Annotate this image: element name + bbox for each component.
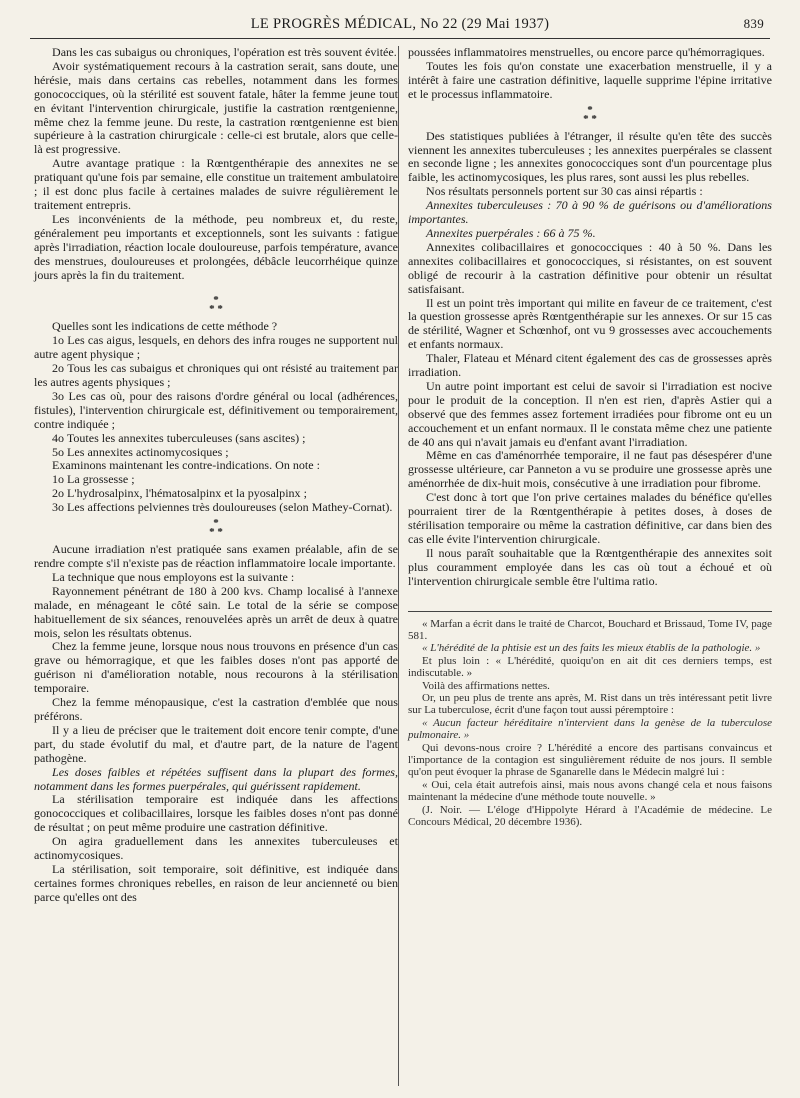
paragraph: Un autre point important est celui de savoir si l'irradiation est nocive pour le produit de la conception. Il n'en est rien, d'après Astier qui a observé que des femmes assez fortement irradiées pour fibrome ont eu un accouchement et un enfant normaux. Il le constata même chez une patiente de 40 ans qui n'avait jamais eu d'enfant avant l'irradiation. <box>408 378 772 449</box>
note-paragraph: « Oui, cela était autrefois ainsi, mais nous avons changé cela et nous faisons maintenant la médecine d'une méthode toute nouvelle. » <box>408 778 772 804</box>
paragraph: Il est un point très important qui milite en faveur de ce traitement, c'est la question grossesse après Rœntgenthérapie sur les annexes. Or sur 15 cas de stérilité, Wagner et Schœnhof, ont vu 9 grossesses avec accouchements et enfants normaux. <box>408 295 772 352</box>
result-item: Annexites puerpérales : 66 à 75 %. <box>426 225 596 240</box>
contraindication-item: 3o Les affections pelviennes très douloureuses (selon Mathey-Cornat). <box>52 500 393 515</box>
paragraph: Nos résultats personnels portent sur 30 cas ainsi répartis : <box>426 184 703 199</box>
paragraph: Les doses faibles et répétées suffisent dans la plupart des formes, notamment dans les formes puerpérales, qui guérissent rapidement. <box>34 764 398 793</box>
paragraph: La stérilisation, soit temporaire, soit définitive, est indiquée dans certaines formes chroniques rebelles, en raison de leur ancienneté ou bien parce qu'elles ont des <box>34 861 398 904</box>
column-rule <box>398 46 399 1086</box>
note-paragraph: Voilà des affirmations nettes. <box>422 679 550 692</box>
paragraph: Avoir systématiquement recours à la castration serait, sans doute, une hérésie, mais dans certains cas rebelles, notamment dans les formes gonococciques, où la stérilité est souvent fatale, hâter la femme jeune tout en évitant l'intervention chirurgicale, justifie la castration rœntgenienne, même chez la femme jeune. Du reste, la castration rœntgenienne est bien supérieure à la castration chirurgicale : celle-ci est brutale, alors que celle-là est progressive. <box>34 58 398 157</box>
page-number: 839 <box>743 16 764 31</box>
paragraph: Il nous paraît souhaitable que la Rœntgenthérapie des annexites soit plus couramment employée dans les cas où tout a échoué et où l'intervention chirurgicale semble être l'ultima ratio. <box>408 545 772 588</box>
paragraph: La technique que nous employons est la suivante : <box>52 569 295 584</box>
footnote-rule <box>408 611 772 612</box>
indication-item: 2o Tous les cas subaigus et chroniques qui ont résisté au traitement par les autres agents physiques ; <box>34 361 398 390</box>
note-paragraph: « Aucun facteur héréditaire n'intervient dans la genèse de la tuberculose pulmonaire. » <box>408 716 772 742</box>
right-column <box>408 46 772 828</box>
paragraph: Rayonnement pénétrant de 180 à 200 kvs. Champ localisé à l'annexe malade, en ménageant le côté sain. Le total de la série se compose habituellement de six séances, renouvelées après un arrêt de deux à quatre mois, selon les résultats obtenus. <box>34 583 398 640</box>
contraindication-item: 1o La grossesse ; <box>52 472 135 487</box>
paragraph: La stérilisation temporaire est indiquée dans les affections gonococciques et colibacillaires, lorsque les faibles doses n'ont pas donné de résultat ; on peut même produire une castration définitive. <box>34 792 398 835</box>
paragraph: Dans les cas subaigus ou chroniques, l'opération est très souvent évitée. <box>52 45 397 59</box>
indication-item: 1o Les cas aigus, lesquels, en dehors des infra rouges ne supportent nul autre agent physique ; <box>34 333 398 362</box>
page-header <box>32 14 768 38</box>
section-separator: * * * <box>209 294 223 316</box>
paragraph: Chez la femme ménopausique, c'est la castration d'emblée que nous préférons. <box>34 695 398 723</box>
indication-item: 3o Les cas où, pour des raisons d'ordre général ou local (adhérences, fistules), l'intervention chirurgicale est, définitivement ou temporairement, contre indiquée ; <box>34 388 398 431</box>
paragraph: Quelles sont les indications de cette méthode ? <box>52 319 278 334</box>
result-item: Annexites tuberculeuses : 70 à 90 % de guérisons ou d'améliorations importantes. <box>408 198 772 227</box>
result-item: Annexites colibacillaires et gonococciques : 40 à 50 %. Dans les annexites colibacillaires et gonococciques, si résistantes, on est souvent obligé de recourir à la castration définitive pour obtenir un résultat satisfaisant. <box>408 239 772 296</box>
note-paragraph: « L'hérédité de la phtisie est un des faits les mieux établis de la pathologie. » <box>422 642 761 655</box>
paragraph: Thaler, Flateau et Ménard citent également des cas de grossesses après irradiation. <box>408 351 772 380</box>
footnote-block <box>408 618 772 829</box>
contraindication-item: 2o L'hydrosalpinx, l'hématosalpinx et la pyosalpinx ; <box>52 486 307 501</box>
paragraph: On agira graduellement dans les annexites tuberculeuses et actinomycosiques. <box>34 834 398 863</box>
note-paragraph: Or, un peu plus de trente ans après, M. Rist dans un très intéressant petit livre sur La tuberculose, écrit d'une façon tout aussi péremptoire : <box>408 691 772 717</box>
paragraph: poussées inflammatoires menstruelles, ou encore parce qu'hémorragiques. <box>408 45 765 59</box>
indication-item: 5o Les annexites actinomycosiques ; <box>52 444 229 459</box>
note-paragraph: Et plus loin : « L'hérédité, quoiqu'on en ait dit ces derniers temps, est indiscutable. » <box>408 654 772 680</box>
paragraph: Il y a lieu de préciser que le traitement doit encore tenir compte, d'une part, du stade évolutif du mal, et d'autre part, de la nature de l'agent pathogène. <box>34 722 398 765</box>
note-citation: (J. Noir. — L'éloge d'Hippolyte Hérard à l'Académie de médecine. Le Concours Médical, 20 décembre 1936). <box>408 803 772 829</box>
note-paragraph: « Marfan a écrit dans le traité de Charcot, Bouchard et Brissaud, Tome IV, page 581. <box>408 617 772 642</box>
paragraph: Aucune irradiation n'est pratiquée sans examen préalable, afin de se rendre compte s'il n'existe pas de réaction inflammatoire locale importante. <box>34 542 398 570</box>
section-separator: * * * <box>583 103 597 125</box>
paragraph: Toutes les fois qu'on constate une exacerbation menstruelle, il y a intérêt à faire une castration définitive, laquelle supprime l'épine irritative et le processus inflammatoire. <box>408 58 772 101</box>
running-title: LE PROGRÈS MÉDICAL, No 22 (29 Mai 1937) <box>250 16 550 32</box>
paragraph: Les inconvénients de la méthode, peu nombreux et, du reste, généralement peu importants et exceptionnels, sont les suivants : fatigue après l'irradiation, réaction locale douloureuse, parfois température, avance des menstrues, douloureuses et prolongées, débâcle leucorrhéique quinze jours après la fin du traitement. <box>34 211 398 282</box>
paragraph: C'est donc à tort que l'on prive certaines malades du bénéfice qu'elles pourraient tirer de la Rœntgenthérapie à petites doses, à doses de stérilisation temporaire ou même la castration définitive, car dans bien des cas elle évite l'intervention chirurgicale. <box>408 490 772 546</box>
left-column <box>34 46 398 905</box>
paragraph: Autre avantage pratique : la Rœntgenthérapie des annexites ne se pratiquant qu'une fois par semaine, elle constitue un traitement ambulatoire ; il est donc plus facile à certaines malades de suivre régulièrement le traitement entrepris. <box>34 156 398 212</box>
header-rule <box>30 38 770 39</box>
paragraph: Des statistiques publiées à l'étranger, il résulte qu'en tête des succès viennent les annexites tuberculeuses ; les annexites puerpérales se classent en seconde ligne ; les annexites gonococciques sont d'un pourcentage plus faible, les actinomycosiques, les plus rares, sont aussi les plus rebelles. <box>408 128 772 185</box>
paragraph: Même en cas d'aménorrhée temporaire, il ne faut pas désespérer d'une grossesse ultérieure, car Panneton a vu se produire une grossesse après une aménorrhée de dix-huit mois, consécutive à une irradiation pour fibrome. <box>408 448 772 491</box>
indication-item: 4o Toutes les annexites tuberculeuses (sans ascites) ; <box>52 430 306 445</box>
note-paragraph: Qui devons-nous croire ? L'hérédité a encore des partisans convaincus et l'importance de la contagion est singulièrement réduite de nos jours. Il semble qu'on peut évoquer la phrase de Sganarelle dans le Médecin malgré lui : <box>408 741 772 779</box>
paragraph: Chez la femme jeune, lorsque nous nous trouvons en présence d'un cas grave ou hémorragique, et que les faibles doses n'ont pas apporté de guérison ni d'amélioration notable, nous recourons à la stérilisation temporaire. <box>34 639 398 696</box>
section-separator: * * * <box>209 517 223 539</box>
paragraph: Examinons maintenant les contre-indications. On note : <box>52 458 320 473</box>
